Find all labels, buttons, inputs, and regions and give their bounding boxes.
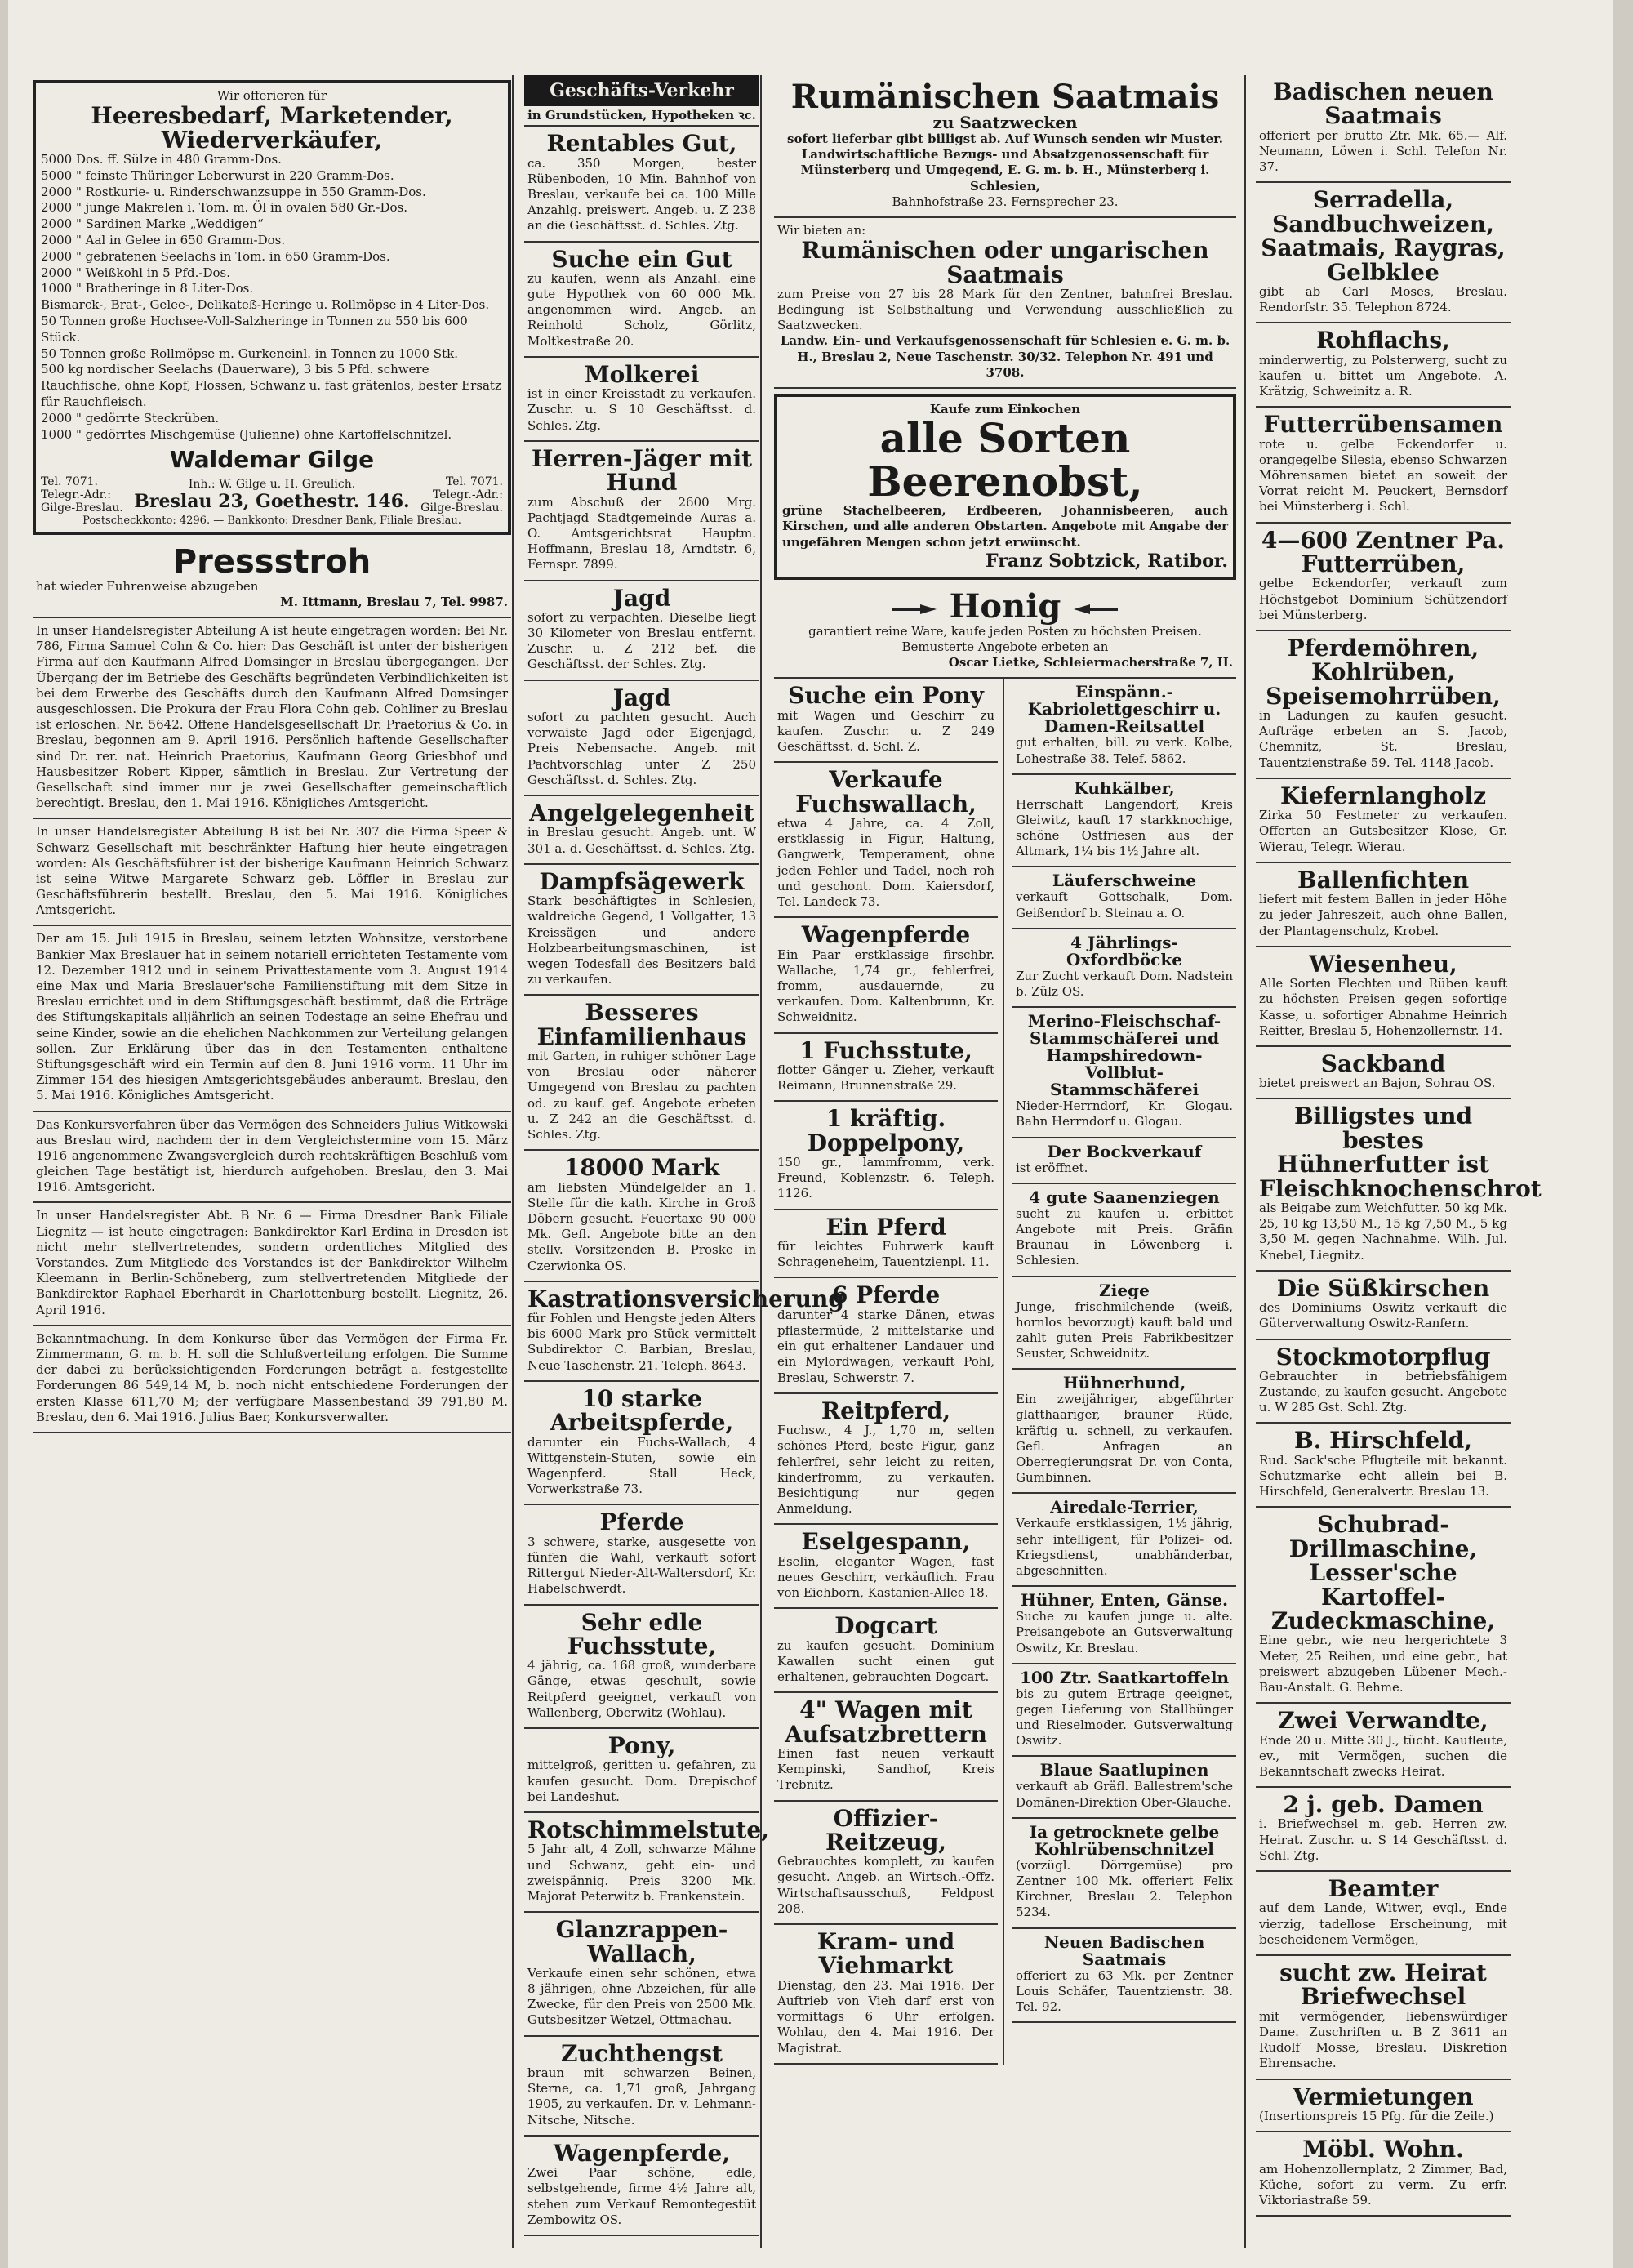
ad-text: (Insertionspreis 15 Pfg. für die Zeile.): [1259, 2108, 1494, 2123]
gilge-bank: Postscheckkonto: 4296. — Bankkonto: Dresdner Bank, Filiale Breslau.: [82, 514, 461, 527]
notice: Das Konkursverfahren über das Vermögen des Schneiders Julius Witkowski aus Breslau wird, nachdem der in dem Vergleichstermine vom 15. März 1916 angenommene Zwangsvergleich durch rechtskräftigen Beschluß vom gleichen Tage bestätigt ist, hierdurch aufgehoben. Breslau, den 3. Mai 1916. Amtsgericht.: [33, 1112, 511, 1204]
ad-text: 150 gr., lammfromm, verk. Freund, Koblenzstr. 6. Teleph. 1126.: [777, 1155, 994, 1201]
ad-heading: 4—600 Zentner Pa. Futterrüben,: [1261, 526, 1506, 577]
classified-ad: [774, 918, 998, 1033]
gilge-item: 500 kg nordischer Seelachs (Dauerware), 3 bis 5 Pfd. schwere Rauchfische, ohne Kopf, Flossen, Schwanz u. fast grätenlos, bester Ersatz für Rauchfleisch.: [41, 362, 501, 409]
ad-text: sofort zu verpachten. Dieselbe liegt 30 Kilometer von Breslau entfernt. Zuschr. u. Z 212 bef. die Geschäftsst. der Schles. Ztg.: [527, 609, 756, 672]
ad-text: darunter ein Fuchs-Wallach, 4 Wittgenstein-Stuten, sowie ein Wagenpferd. Stall Heck, Vorwerkstraße 73.: [527, 1434, 756, 1497]
classified-ad: [1256, 1788, 1511, 1872]
classified-ad: [524, 1505, 759, 1605]
ad-heading: Serradella, Sandbuchweizen, Saatmais, Raygras, Gelbklee: [1261, 186, 1506, 286]
classified-ad: [1256, 779, 1511, 863]
ad-text: gelbe Eckendorfer, verkauft zum Höchstgebot Dominium Schützendorf bei Münsterberg.: [1259, 576, 1507, 622]
ad-heading: 1 kräftig. Doppelpony,: [807, 1105, 965, 1156]
honig-text: garantiert reine Ware, kaufe jeden Posten zu höchsten Preisen. Bemusterte Angebote erbeten an: [808, 623, 1202, 654]
ad-text: in Breslau gesucht. Angeb. unt. W 301 a. d. Geschäftsst. d. Schles. Ztg.: [527, 825, 756, 856]
classified-ad: [524, 1282, 844, 1382]
gilge-owner: Inh.: W. Gilge u. H. Greulich.: [188, 477, 356, 491]
classified-ad: [524, 681, 759, 796]
ad-heading: Jagd: [612, 584, 671, 612]
gilge-item: 2000 " gedörrte Steckrüben.: [41, 410, 220, 426]
ad-text: Eine gebr., wie neu hergerichtete 3 Meter, 25 Reihen, und eine gebr., hat preiswert abzugeben Lübener Mech.-Bau-Anstalt. G. Behme.: [1259, 1633, 1507, 1695]
beerenobst-ad: [774, 394, 1236, 580]
ad-heading: Kastrationsversicherung: [527, 1285, 844, 1312]
column-1: [28, 75, 516, 2256]
saatmais-title: Rumänischen Saatmais: [790, 78, 1220, 116]
ad-heading: Suche ein Gut: [551, 245, 732, 273]
classified-ad: [774, 1102, 998, 1210]
classified-ad: [1012, 1757, 1236, 1818]
classified-ad: [1256, 408, 1511, 523]
column-rule: [1244, 75, 1246, 2248]
classified-ad: [1256, 524, 1511, 631]
ad-heading: Vermietungen: [1293, 2083, 1474, 2110]
ad-text: Fuchsw., 4 J., 1,70 m, selten schönes Pferd, beste Figur, ganz fehlerfrei, sehr leicht zu reiten, kinderfromm, zu verkaufen. Besichtigung nur gegen Anmeldung.: [777, 1423, 994, 1517]
ad-heading: Wagenpferde: [801, 921, 971, 949]
classified-ad: [524, 796, 759, 865]
ad-heading: Hühnerhund,: [1062, 1373, 1186, 1393]
classified-ad: [524, 1151, 759, 1282]
ad-heading: 4 gute Saanenziegen: [1029, 1187, 1220, 1207]
classified-ad: [1012, 1664, 1236, 1758]
ad-heading: Sackband: [1320, 1049, 1446, 1077]
pressstroh-text: hat wieder Fuhrenweise abzugeben: [36, 578, 259, 594]
column-4: [1251, 75, 1542, 2256]
ad-text: zu kaufen, wenn als Anzahl. eine gute Hypothek von 60 000 Mk. angenommen wird. Angeb. an Reinhold Scholz, Görlitz, Moltkestraße 20.: [527, 270, 756, 349]
classified-ad: [1256, 1956, 1511, 2080]
ad-text: verkauft Gottschalk, Dom. Geißendorf b. Steinau a. O.: [1016, 889, 1233, 920]
classified-ad: [524, 1913, 759, 2037]
saatmais-org: Landwirtschaftliche Bezugs- und Absatzgenossenschaft für Münsterberg und Umgegend, E. G. m. b. H., Münsterberg i. Schlesien,: [800, 147, 1210, 194]
ad-text: Einen fast neuen verkauft Kempinski, Sandhof, Kreis Trebnitz.: [777, 1745, 994, 1793]
classified-ad: [1012, 929, 1236, 1008]
mais2-title: Rumänischen oder ungarischen Saatmais: [801, 237, 1209, 288]
ad-heading: Dampfsägewerk: [539, 867, 745, 895]
gilge-item: 2000 " Aal in Gelee in 650 Gramm-Dos.: [41, 232, 286, 247]
classified-ad: [1012, 1819, 1236, 1929]
classified-ad: [524, 1382, 759, 1506]
saatmais-ad: [774, 75, 1236, 218]
classified-ad: [774, 1525, 998, 1609]
saatmais-foot: Bahnhofstraße 23. Fernsprecher 23.: [892, 194, 1119, 209]
classified-ad: [524, 996, 759, 1151]
ad-heading: Billigstes und bestes Hühnerfutter ist Fleischknochenschrot: [1259, 1103, 1542, 1202]
ad-heading: 18000 Mark: [563, 1154, 720, 1182]
beerenobst-intro: Kaufe zum Einkochen: [929, 402, 1081, 417]
ad-heading: Rotschimmelstute,: [527, 1816, 769, 1843]
ad-text: zum Abschuß der 2600 Mrg. Pachtjagd Stadtgemeinde Auras a. O. Amtsgerichtsrat Hauptm. Hoffmann, Breslau 18, Arndtstr. 6, Fernspr. 7899.: [527, 494, 756, 573]
notice: Der am 15. Juli 1915 in Breslau, seinem letzten Wohnsitze, verstorbene Bankier Max Breslauer hat in seinem notariell errichteten Testamente vom 12. Dezember 1912 und in seinem Privattestamente vom 3. August 1914 eine Max und Maria Breslauer'sche Familienstiftung mit dem Sitze in Breslau errichtet und in dem Stiftungsgeschäft bestimmt, daß die Erträge des Stiftungskapitals alljährlich an seinen Todestage an seine Ehefrau und seine Kinder, sowie an die ehelichen Nachkommen zur Verteilung gelangen sollen. Zur Erklärung über das in den Testamenten enthaltene Stiftungsgeschäft wird ein Termin auf den 8. Juni 1916 vorm. 11 Uhr im Zimmer 154 des hiesigen Amtsgerichtsgebäudes anberaumt. Breslau, den 5. Mai 1916. Königliches Amtsgericht.: [33, 926, 511, 1112]
honig-title-text: Honig: [949, 586, 1061, 626]
classified-ad: [774, 1925, 998, 2065]
ad-heading: 100 Ztr. Saatkartoffeln: [1020, 1667, 1229, 1687]
ad-text: Zirka 50 Festmeter zu verkaufen. Offerten an Gutsbesitzer Klose, Gr. Wierau, Telegr. Wierau.: [1259, 808, 1507, 854]
ad-heading: Ein Pferd: [825, 1213, 946, 1241]
ad-heading: Kram- und Viehmarkt: [816, 1928, 955, 1980]
ad-heading: Die Süßkirschen: [1276, 1274, 1490, 1302]
ad-text: offeriert per brutto Ztr. Mk. 65.— Alf. Neumann, Löwen i. Schl. Telefon Nr. 37.: [1259, 127, 1507, 175]
newspaper-page: [8, 0, 1613, 2268]
gilge-item: 5000 Dos. ff. Sülze in 480 Gramm-Dos.: [41, 151, 282, 167]
ad-text: Ende 20 u. Mitte 30 J., tücht. Kaufleute, ev., mit Vermögen, suchen die Bekanntschaft zwecks Heirat.: [1259, 1732, 1507, 1779]
ad-heading: Rohflachs,: [1316, 327, 1450, 354]
ad-heading: Einspänn.-Kabriolettgeschirr u. Damen-Reitsattel: [1027, 682, 1221, 737]
ad-heading: Airedale-Terrier,: [1050, 1497, 1199, 1517]
ad-heading: Der Bockverkauf: [1047, 1141, 1202, 1161]
classified-ad: [774, 1609, 998, 1693]
ad-text: sofort zu pachten gesucht. Auch verwaiste Jagd oder Eigenjagd, Preis Nebensache. Angeb. mit Pachtvorschlag unter Z 250 Geschäftsst. d. Schles. Ztg.: [527, 710, 756, 787]
ad-text: braun mit schwarzen Beinen, Sterne, ca. 1,71 groß, Jahrgang 1905, zu verkaufen. Dr. v. Lehmann-Nitsche, Nitsche.: [527, 2065, 756, 2128]
classified-ad: [774, 1210, 998, 1279]
ad-heading: Kiefernlangholz: [1279, 782, 1487, 809]
ad-text: Verkaufe einen sehr schönen, etwa 8 jährigen, ohne Abzeichen, für alle Zwecke, für den Preis von 2500 Mk. Gutsbesitzer Wetzel, Ottmachau.: [527, 1965, 756, 2028]
classified-ad: [1256, 863, 1511, 947]
geschaefts-verkehr-header: Geschäfts-Verkehr: [524, 75, 759, 106]
ad-text: 5 Jahr alt, 4 Zoll, schwarze Mähne und Schwanz, geht ein- und zweispännig. Preis 3200 Mk. Majorat Peterwitz b. Frankenstein.: [527, 1842, 756, 1904]
ad-heading: Sehr edle Fuchsstute,: [567, 1608, 717, 1660]
classified-ad: [1012, 775, 1236, 868]
gilge-firm: Waldemar Gilge: [169, 446, 375, 474]
classified-ad: [524, 865, 759, 996]
ad-text: flotter Gänger u. Zieher, verkauft Reimann, Brunnenstraße 29.: [777, 1062, 994, 1094]
honig-title: [777, 586, 1233, 626]
ad-text: gut erhalten, bill. zu verk. Kolbe, Lohestraße 38. Telef. 5862.: [1016, 735, 1233, 766]
beerenobst-who: Franz Sobtzick, Ratibor.: [986, 550, 1228, 572]
ad-text: ca. 350 Morgen, bester Rübenboden, 10 Min. Bahnhof von Breslau, verkaufe bei ca. 100 Mille Anzahlg. preiswert. Angeb. u. Z 238 an die Geschäftsst. d. Schles. Ztg.: [527, 155, 756, 234]
classified-ad: [1256, 323, 1511, 408]
ad-heading: Offizier-Reitzeug,: [825, 1804, 947, 1856]
ad-heading: 2 j. geb. Damen: [1283, 1791, 1484, 1819]
ad-text: Gebrauchter in betriebsfähigem Zustande, zu kaufen gesucht. Angebote u. W 285 Gst. Schl. Ztg.: [1259, 1368, 1507, 1415]
ad-text: als Beigabe zum Weichfutter. 50 kg Mk. 25, 10 kg 13,50 M., 15 kg 7,50 M., 5 kg 3,50 M. gegen Nachnahme. Wilh. Jul. Knebel, Liegnitz.: [1259, 1201, 1507, 1263]
classified-ad: [524, 358, 759, 442]
classified-ad: [774, 1394, 998, 1526]
ad-heading: Neuen Badischen Saatmais: [1043, 1932, 1205, 1969]
column-4-ads: [1256, 75, 1542, 2217]
column-3: [769, 75, 1241, 2256]
ad-heading: Zuchthengst: [561, 2039, 723, 2067]
saatmais-text: sofort lieferbar gibt billigst ab. Auf Wunsch senden wir Muster.: [787, 131, 1223, 146]
ad-text: für Fohlen und Hengste jeden Alters bis 6000 Mark pro Stück vermittelt Subdirektor C. Barbian, Breslau, Neue Taschenstr. 21. Teleph. 8643.: [527, 1311, 756, 1373]
ad-text: 4 jährig, ca. 168 groß, wunderbare Gänge, etwas geschult, sowie Reitpferd geeignet, verkauft von Wallenberg, Oberwitz (Wohlau).: [527, 1658, 756, 1720]
classified-ad: [1256, 2132, 1511, 2217]
classified-ad: [1012, 1587, 1236, 1664]
pressstroh-title: Pressstroh: [172, 542, 372, 581]
classified-ad: [1256, 1340, 1511, 1424]
classified-ad: [524, 1606, 759, 1730]
ad-text: minderwertig, zu Polsterwerg, sucht zu kaufen u. bittet um Angebote. A. Krätzig, Schweinitz a. R.: [1259, 352, 1507, 399]
classified-ad: [1012, 1008, 1236, 1138]
ad-text: mit Garten, in ruhiger schöner Lage von Breslau oder näherer Umgegend von Breslau zu pachten od. zu kauf. gef. Angebote erbeten u. Z 242 an die Geschäftsst. d. Schles. Ztg.: [527, 1049, 756, 1142]
ad-heading: B. Hirschfeld,: [1294, 1427, 1472, 1455]
ad-heading: Blaue Saatlupinen: [1039, 1760, 1209, 1780]
classified-ad: [524, 442, 759, 581]
gilge-ad: [33, 80, 511, 535]
official-notices: [33, 618, 511, 1433]
gilge-item: 2000 " Sardinen Marke „Weddigen“: [41, 216, 264, 232]
ad-heading: Glanzrappen-Wallach,: [555, 1916, 728, 1967]
ad-heading: Eselgespann,: [801, 1528, 971, 1556]
ad-text: Herrschaft Langendorf, Kreis Gleiwitz, kauft 17 starkknochige, schöne Ostfriesen aus der Altmark, 1¼ bis 1½ Jahre alt.: [1016, 796, 1233, 859]
ad-text: rote u. gelbe Eckendorfer u. orangegelbe Silesia, ebenso Schwarzen Möhrensamen bietet an soweit der Vorrat reicht M. Peuckert, Bernsdorf bei Münsterberg i. Schl.: [1259, 436, 1507, 515]
ad-heading: Herren-Jäger mit Hund: [531, 444, 753, 497]
classified-ad: [1256, 1272, 1511, 1340]
classified-ad: [774, 1278, 998, 1393]
ad-heading: Pony,: [607, 1732, 676, 1760]
ad-heading: Besseres Einfamilienhaus: [536, 999, 747, 1050]
ad-heading: Badischen neuen Saatmais: [1273, 78, 1493, 130]
classified-ad: [1256, 1508, 1511, 1704]
classified-ad: [774, 679, 998, 763]
classified-ad: [774, 1693, 998, 1801]
ad-heading: Reitpferd,: [821, 1397, 951, 1424]
classified-ad: [524, 1729, 759, 1813]
notice: In unser Handelsregister Abteilung A ist heute eingetragen worden: Bei Nr. 786, Firma Samuel Cohn & Co. hier: Das Geschäft ist unter der bisherigen Firma auf den Kaufmann Alfred Domsinger in Breslau übergegangen. Der Übergang der im Betriebe des Geschäfts begründeten Verbindlichkeiten ist bei dem Erwerbe des Geschäfts durch den Kaufmann Alfred Domsinger ausgeschlossen. Die Prokura der Frau Flora Cohn geb. Cohliner zu Breslau ist erloschen. Nr. 5642. Offene Handelsgesellschaft Dr. Praetorius & Co. in Breslau, begonnen am 9. April 1916. Persönlich haftende Gesellschafter sind Dr. rer. nat. Heinrich Praetorius, Kaufmann Georg Griesbhof und Hausbesitzer Robert Kipper, sämtlich in Breslau. Zur Vertretung der Gesellschaft sind immer nur je zwei Gesellschafter gemeinschaftlich berechtigt. Breslau, den 1. Mai 1916. Königliches Amtsgericht.: [33, 618, 511, 819]
gilge-heading: Heeresbedarf, Marketender, Wiederverkäufer,: [91, 102, 453, 154]
gilge-item: 2000 " junge Makrelen i. Tom. m. Öl in ovalen 580 Gr.-Dos.: [41, 200, 407, 216]
classified-ad: [524, 1813, 769, 1913]
classified-ad: [1256, 1424, 1511, 1508]
ad-heading: Angelgelegenheit: [529, 799, 754, 827]
pointing-hand-icon: [1072, 600, 1121, 618]
ad-text: Gebrauchtes komplett, zu kaufen gesucht. Angeb. an Wirtsch.-Offz. Wirtschaftsausschuß, Feldpost 208.: [777, 1854, 994, 1916]
mais2-intro: Wir bieten an:: [777, 222, 866, 238]
ad-heading: Pferdemöhren, Kohlrüben, Speisemohrrüben,: [1266, 634, 1501, 710]
ad-text: ist in einer Kreisstadt zu verkaufen. Zuschr. u. S 10 Geschäftsst. d. Schles. Ztg.: [527, 386, 756, 433]
ad-heading: Ziege: [1099, 1280, 1150, 1300]
beerenobst-text: grüne Stachelbeeren, Erdbeeren, Johannisbeeren, auch Kirschen, und alle anderen Obstarten. Angebote mit Angabe der ungefähren Mengen schon jetzt erwünscht.: [782, 503, 1228, 550]
notice: Bekanntmachung. In dem Konkurse über das Vermögen der Firma Fr. Zimmermann, G. m. b. H. soll die Schlußverteilung erfolgen. Die Summe der dabei zu berücksichtigenden Forderungen beträgt a. festgestellte Forderungen 86 549,14 M, b. noch nicht entschiedene Forderungen der ersten Klasse 611,70 M; der verfügbare Massenbestand 39 791,80 M. Breslau, den 6. Mai 1916. Julius Baer, Konkursverwalter.: [33, 1326, 511, 1433]
classified-ad: [1012, 1370, 1236, 1494]
gilge-item: 50 Tonnen große Hochsee-Voll-Salzheringe in Tonnen zu 550 bis 600 Stück.: [41, 313, 468, 345]
geschaefts-verkehr-subheader: in Grundstücken, Hypotheken ꝛc.: [524, 106, 759, 127]
column-3-left: [774, 679, 1004, 2064]
gilge-left: Tel. 7071. Telegr.-Adr.: Gilge-Breslau.: [41, 475, 123, 515]
beerenobst-title: alle Sorten Beerenobst,: [867, 414, 1143, 506]
classified-ad: [524, 581, 759, 681]
gilge-item: 2000 " Weißkohl in 5 Pfd.-Dos.: [41, 265, 230, 280]
ad-text: Zwei Paar schöne, edle, selbstgehende, firme 4½ Jahre alt, stehen zum Verkauf Remontegestüt Zembowitz OS.: [527, 2165, 756, 2227]
ad-heading: Wiesenheu,: [1309, 950, 1457, 978]
ad-text: Ein zweijähriger, abgeführter glatthaariger, brauner Rüde, kräftig u. schnell, zu verkaufen. Gefl. Anfragen an Oberregierungsrat Dr. von Conta, Gumbinnen.: [1016, 1392, 1233, 1486]
gilge-item: 50 Tonnen große Rollmöpse m. Gurkeneinl. in Tonnen zu 1000 Stk.: [41, 345, 458, 361]
gilge-item: 2000 " gebratenen Seelachs in Tom. in 650 Gramm-Dos.: [41, 248, 390, 264]
gilge-item: 5000 " feinste Thüringer Leberwurst in 220 Gramm-Dos.: [41, 167, 394, 183]
classified-ad: [1256, 183, 1511, 323]
ad-heading: Pferde: [599, 1508, 684, 1536]
ad-heading: Beamter: [1328, 1875, 1439, 1903]
gilge-intro: Wir offerieren für: [216, 88, 327, 103]
ad-text: gibt ab Carl Moses, Breslau. Rendorfstr. 35. Telephon 8724.: [1259, 283, 1507, 315]
classified-ad: [1012, 1277, 1236, 1370]
ad-heading: Schubrad-Drillmaschine, Lesser'sche Kartoffel-Zudeckmaschine,: [1270, 1511, 1496, 1634]
ad-text: mittelgroß, geritten u. gefahren, zu kaufen gesucht. Dom. Drepischof bei Landeshut.: [527, 1758, 756, 1804]
ad-heading: Läuferschweine: [1052, 871, 1197, 891]
honig-who: Oscar Lietke, Schleiermacherstraße 7, II.: [948, 655, 1233, 671]
ad-heading: Hühner, Enten, Gänse.: [1021, 1590, 1228, 1611]
ad-text: am Hohenzollernplatz, 2 Zimmer, Bad, Küche, sofort zu verm. Zu erfr. Viktoriastraße 59.: [1259, 2161, 1507, 2208]
classified-ad: [774, 763, 998, 918]
ad-text: verkauft ab Gräfl. Ballestrem'sche Domänen-Direktion Ober-Glauche.: [1016, 1779, 1233, 1810]
mais2-org: Landw. Ein- und Verkaufsgenossenschaft für Schlesien e. G. m. b. H., Breslau 2, Neue Taschenstr. 30/32. Telephon Nr. 491 und 3708.: [780, 333, 1230, 380]
ad-text: des Dominiums Oswitz verkauft die Güterverwaltung Oswitz-Ranfern.: [1259, 1300, 1507, 1331]
classified-ad: [1256, 1099, 1542, 1271]
classified-ad: [1012, 1929, 1236, 2024]
ad-heading: Verkaufe Fuchswallach,: [795, 766, 977, 818]
ad-heading: Ia getrocknete gelbe Kohlrübenschnitzel: [1029, 1821, 1220, 1859]
saatmais-sub: zu Saatzwecken: [932, 113, 1078, 132]
ad-text: mit Wagen und Geschirr zu kaufen. Zuschr. u. Z 249 Geschäftsst. d. Schl. Z.: [777, 707, 994, 755]
ad-text: in Ladungen zu kaufen gesucht. Aufträge erbeten an S. Jacob, Chemnitz, St. Breslau, Tauentzienstraße 59. Tel. 4148 Jacob.: [1259, 708, 1507, 770]
ad-text: bis zu gutem Ertrage geeignet, gegen Lieferung von Stallbünger und Rieselmoder. Gutsverwaltung Oswitz.: [1016, 1686, 1233, 1749]
ad-heading: Molkerei: [584, 360, 700, 388]
gilge-item: 2000 " Rostkurie- u. Rinderschwanzsuppe in 550 Gramm-Dos.: [41, 184, 426, 199]
ad-heading: Kuhkälber,: [1074, 778, 1175, 798]
classified-ad: [1012, 1494, 1236, 1587]
classified-ad: [524, 2037, 759, 2137]
classified-ad: [1256, 1704, 1511, 1788]
gilge-address: Breslau 23, Goethestr. 146.: [134, 490, 410, 512]
classified-ad: [1012, 1184, 1236, 1277]
ad-text: Dienstag, den 23. Mai 1916. Der Auftrieb von Vieh darf erst von vormittags 6 Uhr erfolgen. Wohlau, den 4. Mai 1916. Der Magistrat.: [777, 1977, 994, 2056]
ad-heading: Merino-Fleischschaf-Stammschäferei und Hampshiredown-Vollblut-Stammschäferei: [1027, 1011, 1221, 1100]
gilge-item: 1000 " Bratheringe in 8 Liter-Dos.: [41, 281, 254, 296]
ad-heading: 6 Pferde: [831, 1281, 941, 1309]
ad-text: Zur Zucht verkauft Dom. Nadstein b. Zülz OS.: [1016, 968, 1233, 1000]
column-3-right: [1012, 679, 1236, 2064]
ad-heading: Suche ein Pony: [788, 682, 984, 710]
classified-ad: [774, 1034, 998, 1103]
notice: In unser Handelsregister Abteilung B ist bei Nr. 307 die Firma Speer & Schwarz Gesellschaft mit beschränkter Haftung hier heute eingetragen worden: Als Geschäftsführer ist der bisherige Kaufmann Heinrich Schwarz ist seine Witwe Margarete Schwarz geb. Löffler in Breslau zur Geschäftsführerin bestellt. Breslau, den 5. Mai 1916. Königliches Amtsgericht.: [33, 819, 511, 926]
classified-ad: [524, 2137, 759, 2236]
ad-heading: Rentables Gut,: [546, 130, 737, 158]
classified-ad: [1012, 679, 1236, 774]
gilge-right: Tel. 7071. Telegr.-Adr.: Gilge-Breslau.: [420, 475, 503, 515]
ad-heading: 1 Fuchsstute,: [799, 1036, 972, 1064]
ad-heading: Möbl. Wohn.: [1302, 2136, 1464, 2163]
ad-text: Rud. Sack'sche Pflugteile mit bekannt. Schutzmarke echt allein bei B. Hirschfeld, Generalvertr. Breslau 13.: [1259, 1452, 1507, 1499]
ad-text: Stark beschäftigtes in Schlesien, waldreiche Gegend, 1 Vollgatter, 13 Kreissägen und andere Holzbearbeitungsmaschinen, ist wegen Todesfall des Besitzers bald zu verkaufen.: [527, 893, 756, 987]
ad-text: zu kaufen gesucht. Dominium Kawallen sucht einen gut erhaltenen, gebrauchten Dogcart.: [777, 1638, 994, 1684]
ad-text: für leichtes Fuhrwerk kauft Schrageneheim, Tauentzienpl. 11.: [777, 1239, 994, 1270]
pointing-hand-icon: [889, 600, 938, 618]
ad-heading: Futterrübensamen: [1263, 411, 1503, 439]
ad-text: am liebsten Mündelgelder an 1. Stelle für die kath. Kirche in Groß Döbern gesucht. Feuertaxe 90 000 Mk. Gefl. Angebote bitte an den stellv. Vorsitzenden B. Proske in Czerwionka OS.: [527, 1179, 756, 1273]
classified-ad: [524, 127, 759, 242]
ad-heading: 4" Wagen mit Aufsatzbrettern: [785, 1696, 987, 1748]
ad-text: etwa 4 Jahre, ca. 4 Zoll, erstklassig in Figur, Haltung, Gangwerk, Temperament, ohne jeden Fehler und Tadel, noch roh und geschont. Dom. Kaiersdorf, Tel. Landeck 73.: [777, 816, 994, 910]
ad-heading: Wagenpferde,: [553, 2139, 731, 2167]
ad-heading: sucht zw. Heirat Briefwechsel: [1279, 1959, 1487, 2011]
classified-ad: [1256, 631, 1511, 779]
ad-text: ist eröffnet.: [1016, 1160, 1088, 1175]
ad-heading: Dogcart: [834, 1612, 937, 1640]
pressstroh-who: M. Ittmann, Breslau 7, Tel. 9987.: [280, 594, 508, 609]
ad-heading: Jagd: [612, 684, 671, 711]
pressstroh-ad: [33, 540, 511, 618]
ad-heading: Ballenfichten: [1297, 866, 1470, 893]
ad-heading: Zwei Verwandte,: [1278, 1707, 1488, 1735]
ad-text: 3 schwere, starke, ausgesette von fünfen die Wahl, verkauft sofort Rittergut Nieder-Alt-Waltersdorf, Kr. Habelschwerdt.: [527, 1534, 756, 1597]
classified-ad: [524, 243, 759, 358]
classified-ad: [1256, 947, 1511, 1047]
classified-ad: [1256, 1872, 1511, 1956]
mais2-ad: [774, 218, 1236, 389]
ad-text: Ein Paar erstklassige firschbr. Wallache, 1,74 gr., fehlerfrei, fromm, ausdauernde, zu verkaufen. Dom. Kaltenbrunn, Kr. Schweidnitz.: [777, 947, 994, 1025]
ad-text: sucht zu kaufen u. erbittet Angebote mit Preis. Gräfin Braunau in Löwenberg i. Schlesien.: [1016, 1205, 1233, 1268]
ad-heading: 4 Jährlings-Oxfordböcke: [1066, 932, 1182, 969]
classified-ad: [1256, 2080, 1511, 2133]
classified-ad: [1012, 867, 1236, 929]
classified-ad: [1256, 1047, 1511, 1100]
classified-ad: [1012, 1138, 1236, 1184]
ad-text: Nieder-Herrndorf, Kr. Glogau. Bahn Herrndorf u. Glogau.: [1016, 1098, 1233, 1130]
notice: In unser Handelsregister Abt. B Nr. 6 — Firma Dresdner Bank Filiale Liegnitz — ist heute eingetragen: Bankdirektor Karl Erdina in Dresden ist nicht mehr stellvertretendes, sondern ordentliches Mitglied des Vorstandes. Zum Mitgliede des Vorstandes ist der Bankdirektor Wilhelm Kleemann in Berlin-Schöneberg, zum stellvertretenden Mitgliede der Bankdirektor Raphael Eberhardt in Charlottenburg bestellt. Liegnitz, 26. April 1916.: [33, 1203, 511, 1326]
gilge-item: Bismarck-, Brat-, Gelee-, Delikateß-Heringe u. Rollmöpse in 4 Liter-Dos.: [41, 297, 490, 313]
ad-text: bietet preiswert an Bajon, Sohrau OS.: [1259, 1076, 1496, 1091]
ad-text: i. Briefwechsel m. geb. Herren zw. Heirat. Zuschr. u. S 14 Geschäftsst. d. Schl. Ztg.: [1259, 1816, 1507, 1863]
ad-text: Alle Sorten Flechten und Rüben kauft zu höchsten Preisen gegen sofortige Kasse, u. sofortiger Abnahme Heinrich Reitter, Breslau 5, Hohenzollernstr. 14.: [1259, 976, 1507, 1038]
ad-text: auf dem Lande, Witwer, evgl., Ende vierzig, tadellose Erscheinung, mit bescheidenem Vermögen,: [1259, 1900, 1507, 1947]
ad-text: Eselin, eleganter Wagen, fast neues Geschirr, verkäuflich. Frau von Eichborn, Kastanien-Allee 18.: [777, 1553, 994, 1601]
ad-text: darunter 4 starke Dänen, etwas pflastermüde, 2 mittelstarke und ein gut erhaltener Landauer und ein Mylordwagen, verkauft Pohl, Breslau, Schwerstr. 7.: [777, 1307, 994, 1385]
classified-ad: [1256, 75, 1511, 183]
mais2-text: zum Preise von 27 bis 28 Mark für den Zentner, bahnfrei Breslau. Bedingung ist Selbsthaltung und Verwendung ausschließlich zu Saatzwecken.: [777, 286, 1233, 333]
ad-text: Verkaufe erstklassigen, 1½ jährig, sehr intelligent, für Polizei- od. Kriegsdienst, unabhänderbar, abgeschnitten.: [1016, 1516, 1233, 1578]
ad-text: Suche zu kaufen junge u. alte. Preisangebote an Gutsverwaltung Oswitz, Kr. Breslau.: [1016, 1609, 1233, 1655]
ad-text: Junge, frischmilchende (weiß, hornlos bevorzugt) kauft bald und zahlt guten Preis Fabrikbesitzer Seuster, Schweidnitz.: [1016, 1299, 1233, 1361]
ad-text: offeriert zu 63 Mk. per Zentner Louis Schäfer, Tauentzienstr. 38. Tel. 92.: [1016, 1967, 1233, 2014]
ad-text: liefert mit festem Ballen in jeder Höhe zu jeder Jahreszeit, auch ohne Ballen, der Plantagenschulz, Krobel.: [1259, 892, 1507, 938]
gilge-item: 1000 " gedörrtes Mischgemüse (Julienne) ohne Kartoffelschnitzel.: [41, 426, 452, 442]
classified-ad: [774, 1802, 998, 1926]
ad-text: (vorzügl. Dörrgemüse) pro Zentner 100 Mk. offeriert Felix Kirchner, Breslau 2. Telephon 5234.: [1016, 1857, 1233, 1920]
ad-heading: 10 starke Arbeitspferde,: [550, 1384, 734, 1437]
ad-text: mit vermögender, liebenswürdiger Dame. Zuschriften u. B Z 3611 an Rudolf Mosse, Breslau. Diskretion Ehrensache.: [1259, 2008, 1507, 2071]
ad-heading: Stockmotorpflug: [1275, 1343, 1491, 1370]
honig-ad: [774, 585, 1236, 680]
gilge-item-list: [41, 152, 503, 443]
